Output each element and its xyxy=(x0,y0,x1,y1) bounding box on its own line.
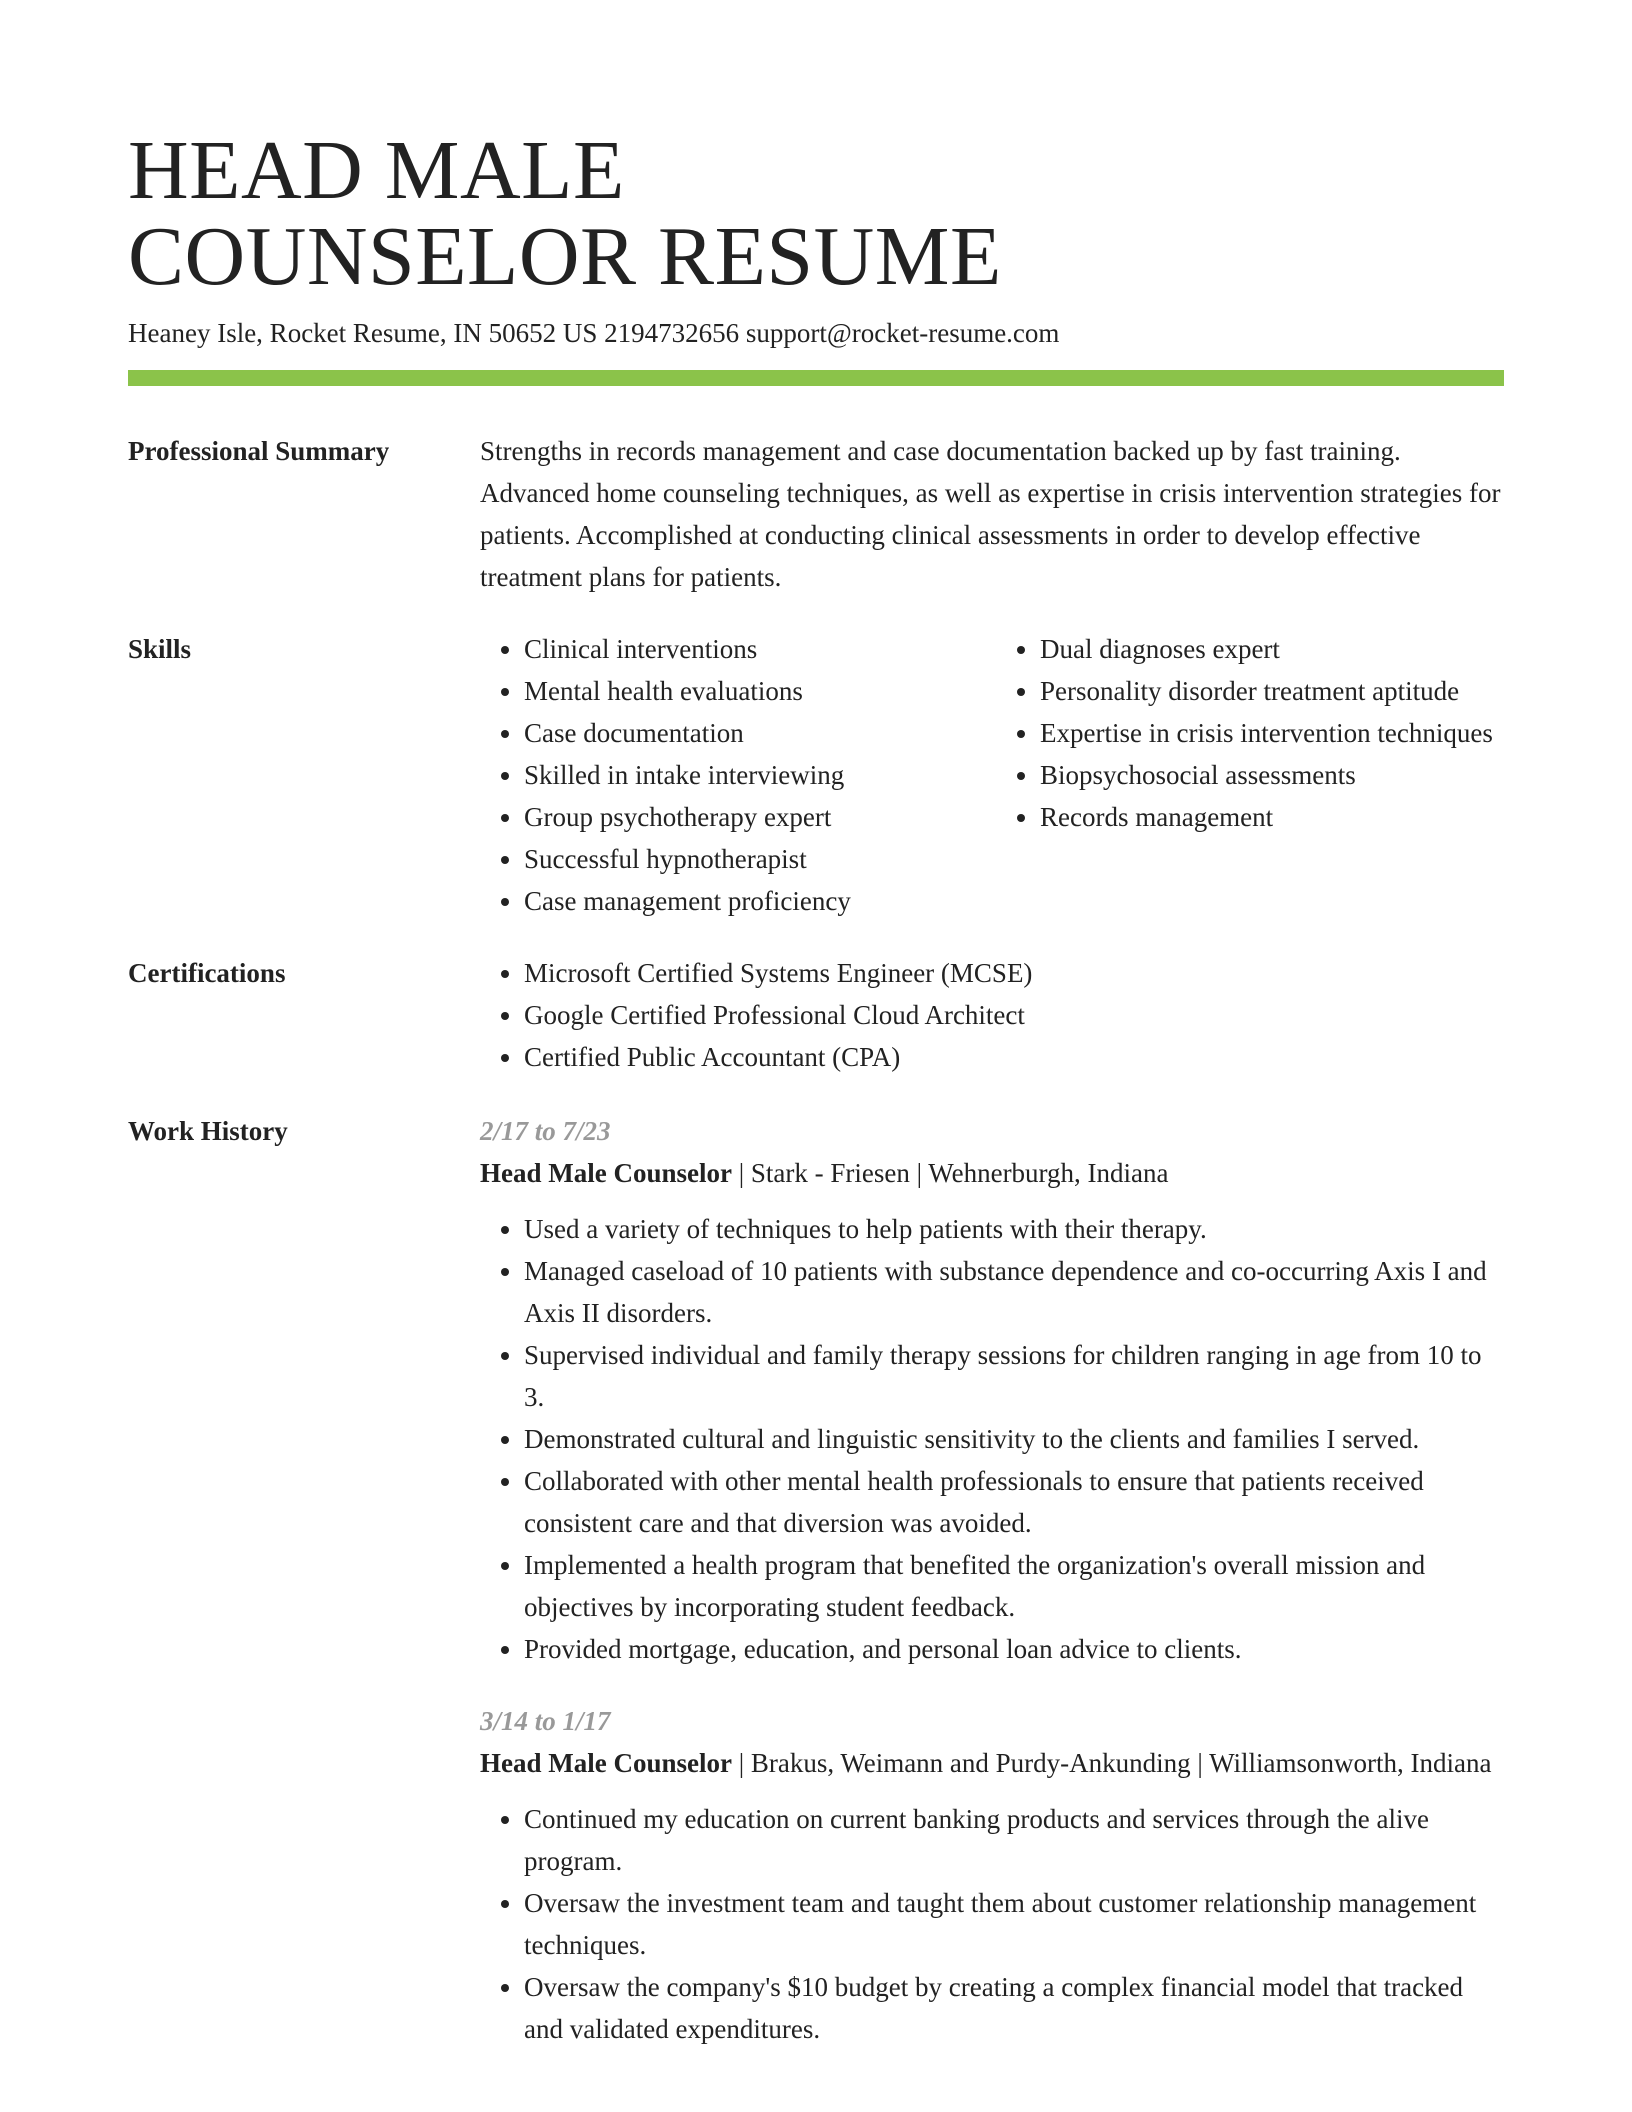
skill-item: • Case documentation xyxy=(524,712,984,754)
section-label-skills: Skills xyxy=(128,634,192,664)
certification-item: • Microsoft Certified Systems Engineer (MCSE) xyxy=(524,952,1504,994)
skill-item: • Group psychotherapy expert xyxy=(524,796,984,838)
skill-item: • Dual diagnoses expert xyxy=(1040,628,1500,670)
section-label-work-history: Work History xyxy=(128,1116,288,1146)
skills-content xyxy=(480,628,1504,922)
job-bullet: • Demonstrated cultural and linguistic sensitivity to the clients and families I served. xyxy=(524,1418,1504,1460)
skill-item: • Expertise in crisis intervention techniques xyxy=(1040,712,1500,754)
skill-item: • Clinical interventions xyxy=(524,628,984,670)
resume-title xyxy=(128,124,1504,303)
job-title: Head Male Counselor xyxy=(480,1748,732,1778)
title-line-1: HEAD MALE xyxy=(128,124,625,217)
job-bullet: • Implemented a health program that benefited the organization's overall mission and objectives by incorporating student feedback. xyxy=(524,1544,1504,1628)
job-details: | Brakus, Weimann and Purdy-Ankunding | Williamsonworth, Indiana xyxy=(731,1748,1492,1778)
job-entry xyxy=(480,1110,1504,1670)
job-bullet: • Managed caseload of 10 patients with substance dependence and co-occurring Axis I and Axis II disorders. xyxy=(524,1250,1504,1334)
contact-info: Heaney Isle, Rocket Resume, IN 50652 US 2194732656 support@rocket-resume.com xyxy=(128,318,1060,348)
job-bullet: • Oversaw the company's $10 budget by creating a complex financial model that tracked and validated expenditures. xyxy=(524,1966,1504,2050)
job-bullet: • Supervised individual and family therapy sessions for children ranging in age from 10 to 3. xyxy=(524,1334,1504,1418)
job-bullet: • Provided mortgage, education, and personal loan advice to clients. xyxy=(524,1628,1504,1670)
skill-item: • Biopsychosocial assessments xyxy=(1040,754,1500,796)
title-line-2: COUNSELOR RESUME xyxy=(128,210,1002,303)
skill-item: • Personality disorder treatment aptitude xyxy=(1040,670,1500,712)
section-label-certifications: Certifications xyxy=(128,958,286,988)
certifications-content xyxy=(480,952,1504,1078)
resume-header xyxy=(128,124,1504,350)
job-bullet: • Oversaw the investment team and taught them about customer relationship management techniques. xyxy=(524,1882,1504,1966)
skill-item: • Skilled in intake interviewing xyxy=(524,754,984,796)
job-details: | Stark - Friesen | Wehnerburgh, Indiana xyxy=(731,1158,1169,1188)
job-bullet: • Used a variety of techniques to help patients with their therapy. xyxy=(524,1208,1504,1250)
job-dates: 3/14 to 1/17 xyxy=(480,1706,611,1736)
skills-list-left xyxy=(480,628,984,922)
certification-item: • Certified Public Accountant (CPA) xyxy=(524,1036,1504,1078)
job-role xyxy=(480,1152,1504,1194)
job-title: Head Male Counselor xyxy=(480,1158,732,1188)
work-history-content xyxy=(480,1110,1504,2050)
certification-item: • Google Certified Professional Cloud Architect xyxy=(524,994,1504,1036)
job-bullet: • Continued my education on current banking products and services through the alive program. xyxy=(524,1798,1504,1882)
skill-item: • Case management proficiency xyxy=(524,880,984,922)
job-role xyxy=(480,1742,1504,1784)
summary-content xyxy=(480,430,1504,598)
summary-text: Strengths in records management and case documentation backed up by fast training. Advanced home counseling techniques, as well as expertise in crisis intervention strategies for patients. Accomplished at conducting clinical assessments in order to develop effective treatment plans for patients. xyxy=(480,436,1501,592)
skill-item: • Successful hypnotherapist xyxy=(524,838,984,880)
skills-list-right xyxy=(996,628,1500,922)
accent-divider xyxy=(128,370,1504,386)
section-label-summary: Professional Summary xyxy=(128,436,390,466)
job-bullets xyxy=(480,1208,1504,1670)
skill-item: • Mental health evaluations xyxy=(524,670,984,712)
certifications-list xyxy=(480,952,1504,1078)
job-entry xyxy=(480,1700,1504,2050)
job-bullets xyxy=(480,1798,1504,2050)
job-dates: 2/17 to 7/23 xyxy=(480,1116,611,1146)
job-bullet: • Collaborated with other mental health professionals to ensure that patients received consistent care and that diversion was avoided. xyxy=(524,1460,1504,1544)
skill-item: • Records management xyxy=(1040,796,1500,838)
